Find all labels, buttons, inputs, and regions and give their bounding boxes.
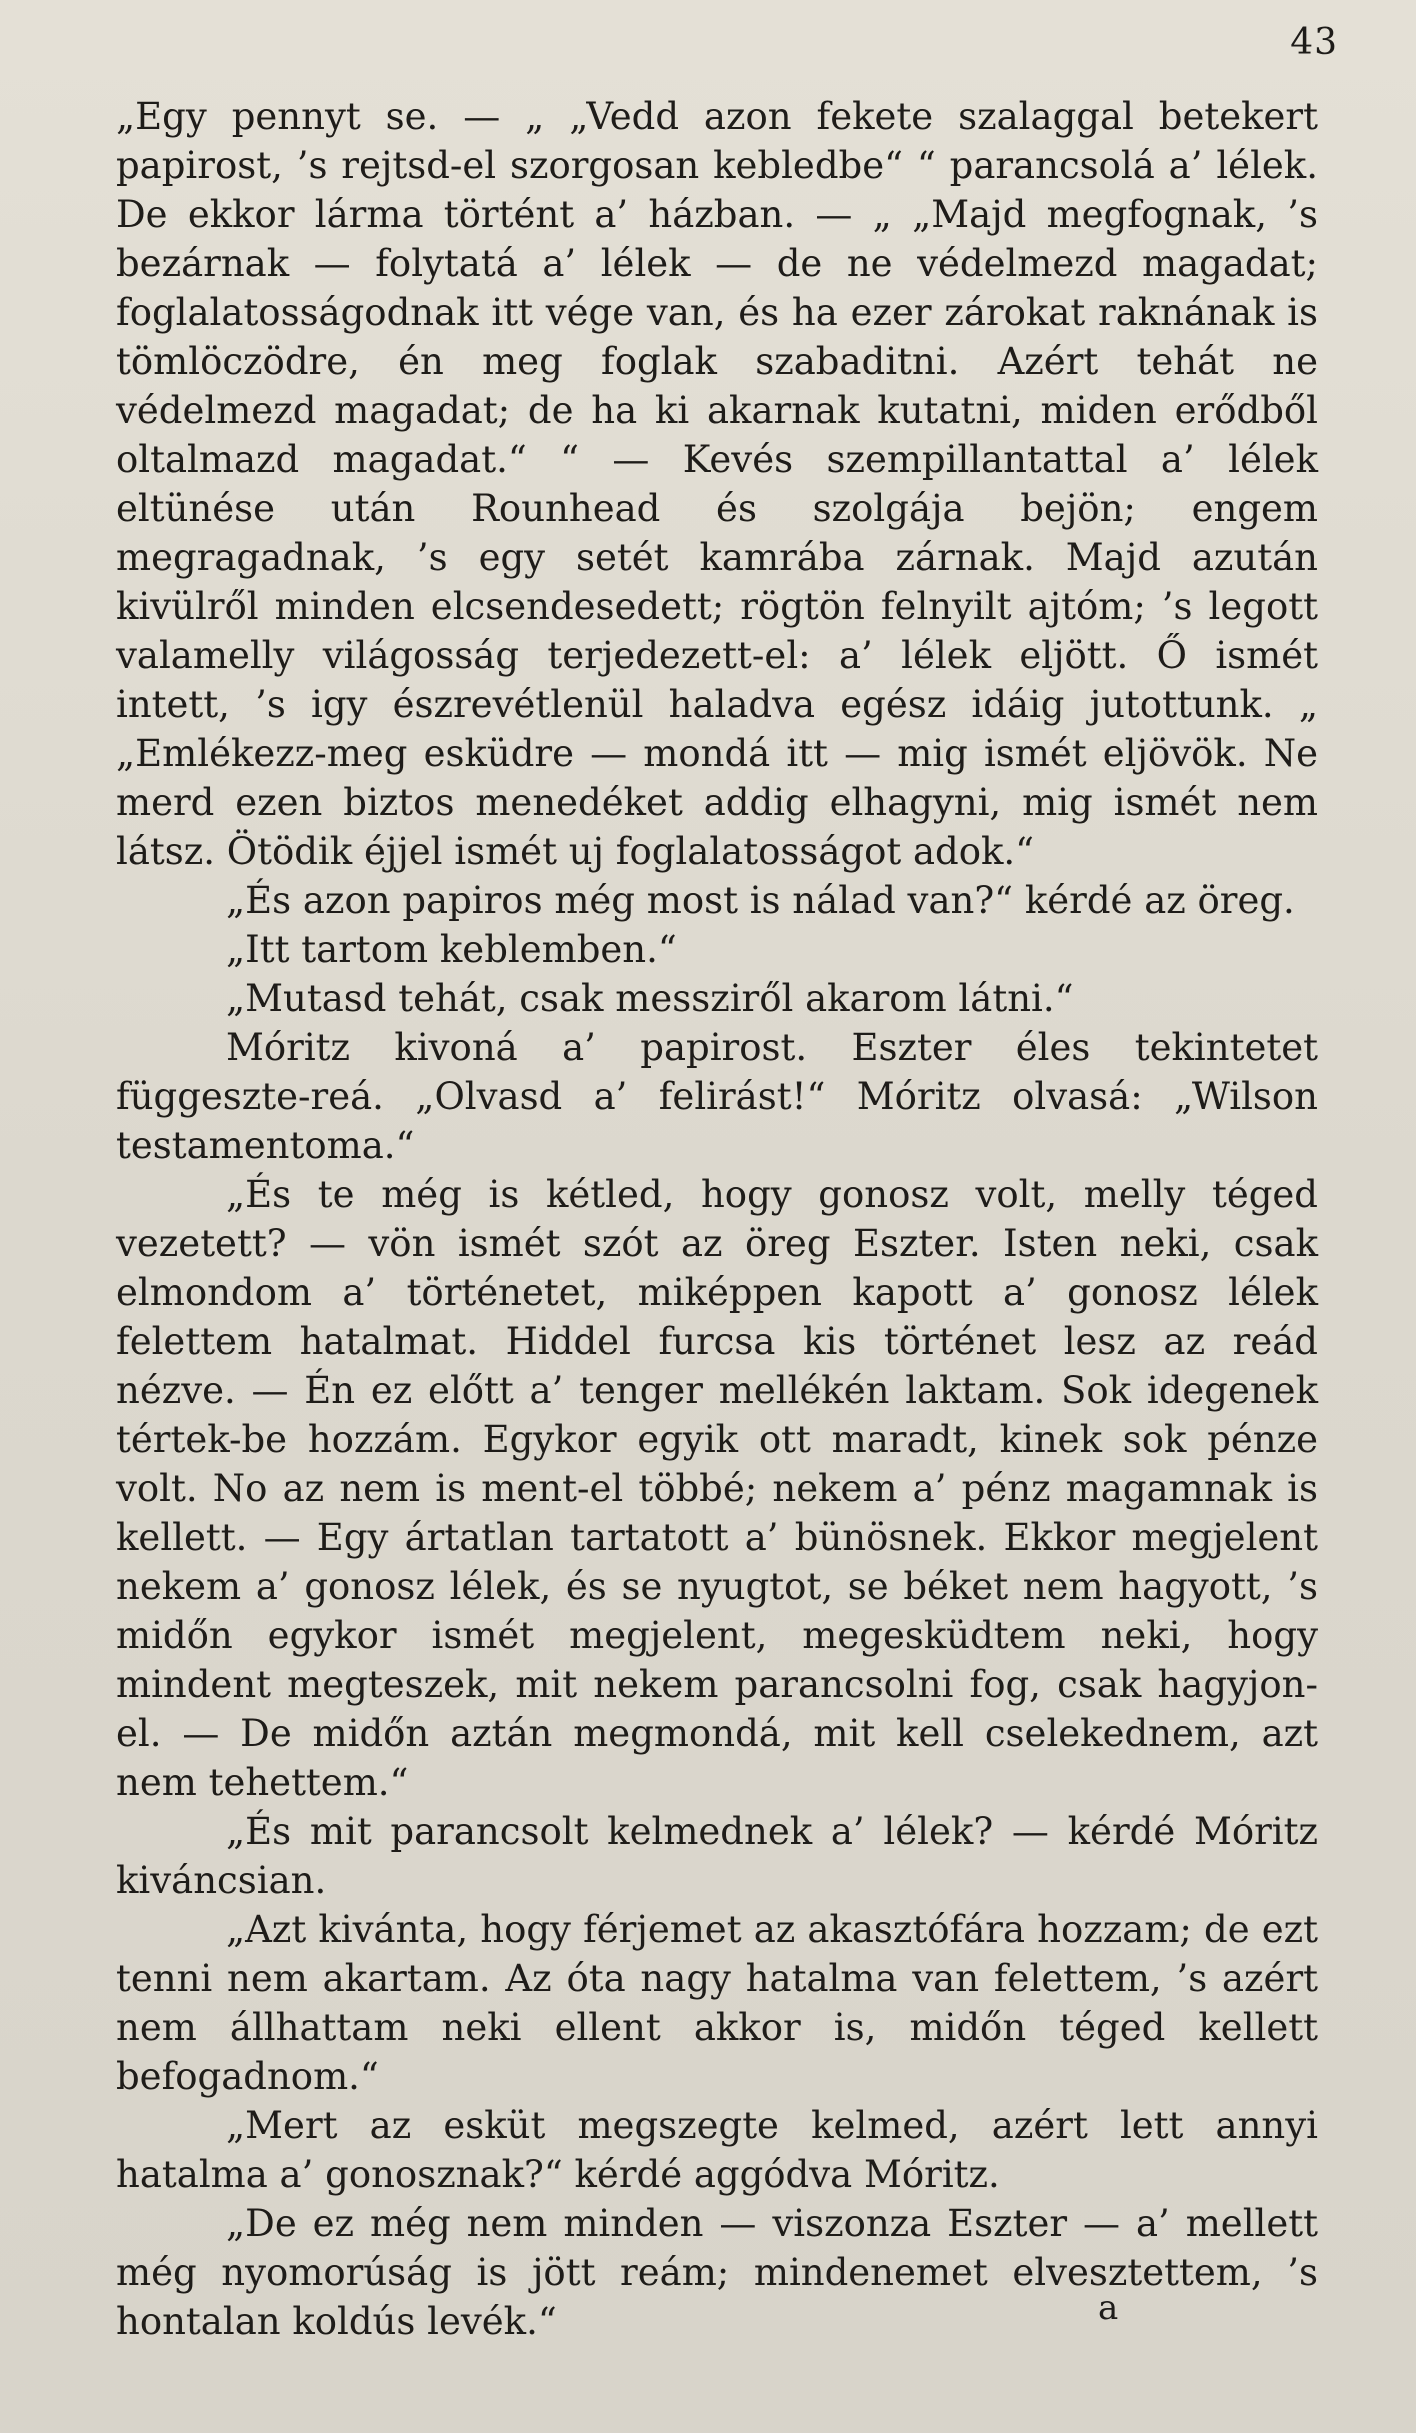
paragraph: „Mutasd tehát, csak messziről akarom látni.“ — [226, 977, 1074, 1020]
paragraph: „És mit parancsolt kelmednek a’ lélek? — kérdé Móritz kiváncsian. — [116, 1810, 1318, 1902]
paragraph: „Egy pennyt se. — „ „Vedd azon fekete szalaggal betekert papirost, ’s rejtsd-el szorgosan kebledbe“ “ parancsolá a’ lélek. De ekkor lárma történt a’ házban. — „ „Majd megfognak, ’s bezárnak — folytatá a’ lélek — de ne védelmezd magadat; foglalatosságodnak itt vége van, és ha ezer zárokat raknának is tömlöczödre, én meg foglak szabaditni. Azért tehát ne védelmezd magadat; de ha ki akarnak kutatni, miden erődből oltalmazd magadat.“ “ — Kevés szempillantattal a’ lélek eltünése után Rounhead és szolgája bejön; engem megragadnak, ’s egy setét kamrába zárnak. Majd azután kivülről minden elcsendesedett; rögtön felnyilt ajtóm; ’s legott valamelly világosság terjedezett-el: a’ lélek eljött. Ő ismét intett, ’s igy észrevétlenül haladva egész idáig jutottunk. „ „Emlékezz-meg esküdre — mondá itt — mig ismét eljövök. Ne merd ezen biztos menedéket addig elhagyni, mig ismét nem látsz. Ötödik éjjel ismét uj foglalatosságot adok.“ — [116, 95, 1318, 873]
paragraph: Móritz kivoná a’ papirost. Eszter éles tekintetet függeszte-reá. „Olvasd a’ felirást!“ Móritz olvasá: „Wilson testamentoma.“ — [116, 1026, 1318, 1167]
body-text — [116, 92, 1318, 2346]
catchword: a — [1098, 2288, 1119, 2328]
paragraph: „És te még is kétled, hogy gonosz volt, melly téged vezetett? — vön ismét szót az öreg Eszter. Isten neki, csak elmondom a’ történetet, miképpen kapott a’ gonosz lélek felettem hatalmat. Hiddel furcsa kis történet lesz az reád nézve. — Én ez előtt a’ tenger mellékén laktam. Sok idegenek tértek-be hozzám. Egykor egyik ott maradt, kinek sok pénze volt. No az nem is ment-el többé; nekem a’ pénz magamnak is kellett. — Egy ártatlan tartatott a’ bünösnek. Ekkor megjelent nekem a’ gonosz lélek, és se nyugtot, se béket nem hagyott, ’s midőn egykor ismét megjelent, megesküdtem neki, hogy mindent megteszek, mit nekem parancsolni fog, csak hagyjon-el. — De midőn aztán megmondá, mit kell cselekednem, azt nem tehettem.“ — [116, 1173, 1318, 1804]
paragraph: „És azon papiros még most is nálad van?“ kérdé az öreg. — [226, 879, 1295, 922]
paragraph: „De ez még nem minden — viszonza Eszter — a’ mellett még nyomorúság is jött reám; mindenemet elvesztettem, ’s hontalan koldús levék.“ — [116, 2202, 1318, 2343]
paragraph: „Mert az esküt megszegte kelmed, azért lett annyi hatalma a’ gonosznak?“ kérdé aggódva Móritz. — [116, 2104, 1318, 2196]
page-number: 43 — [1290, 22, 1338, 63]
paragraph: „Itt tartom keblemben.“ — [226, 928, 677, 971]
paragraph: „Azt kivánta, hogy férjemet az akasztófára hozzam; de ezt tenni nem akartam. Az óta nagy hatalma van felettem, ’s azért nem állhattam neki ellent akkor is, midőn téged kellett befogadnom.“ — [116, 1908, 1318, 2098]
